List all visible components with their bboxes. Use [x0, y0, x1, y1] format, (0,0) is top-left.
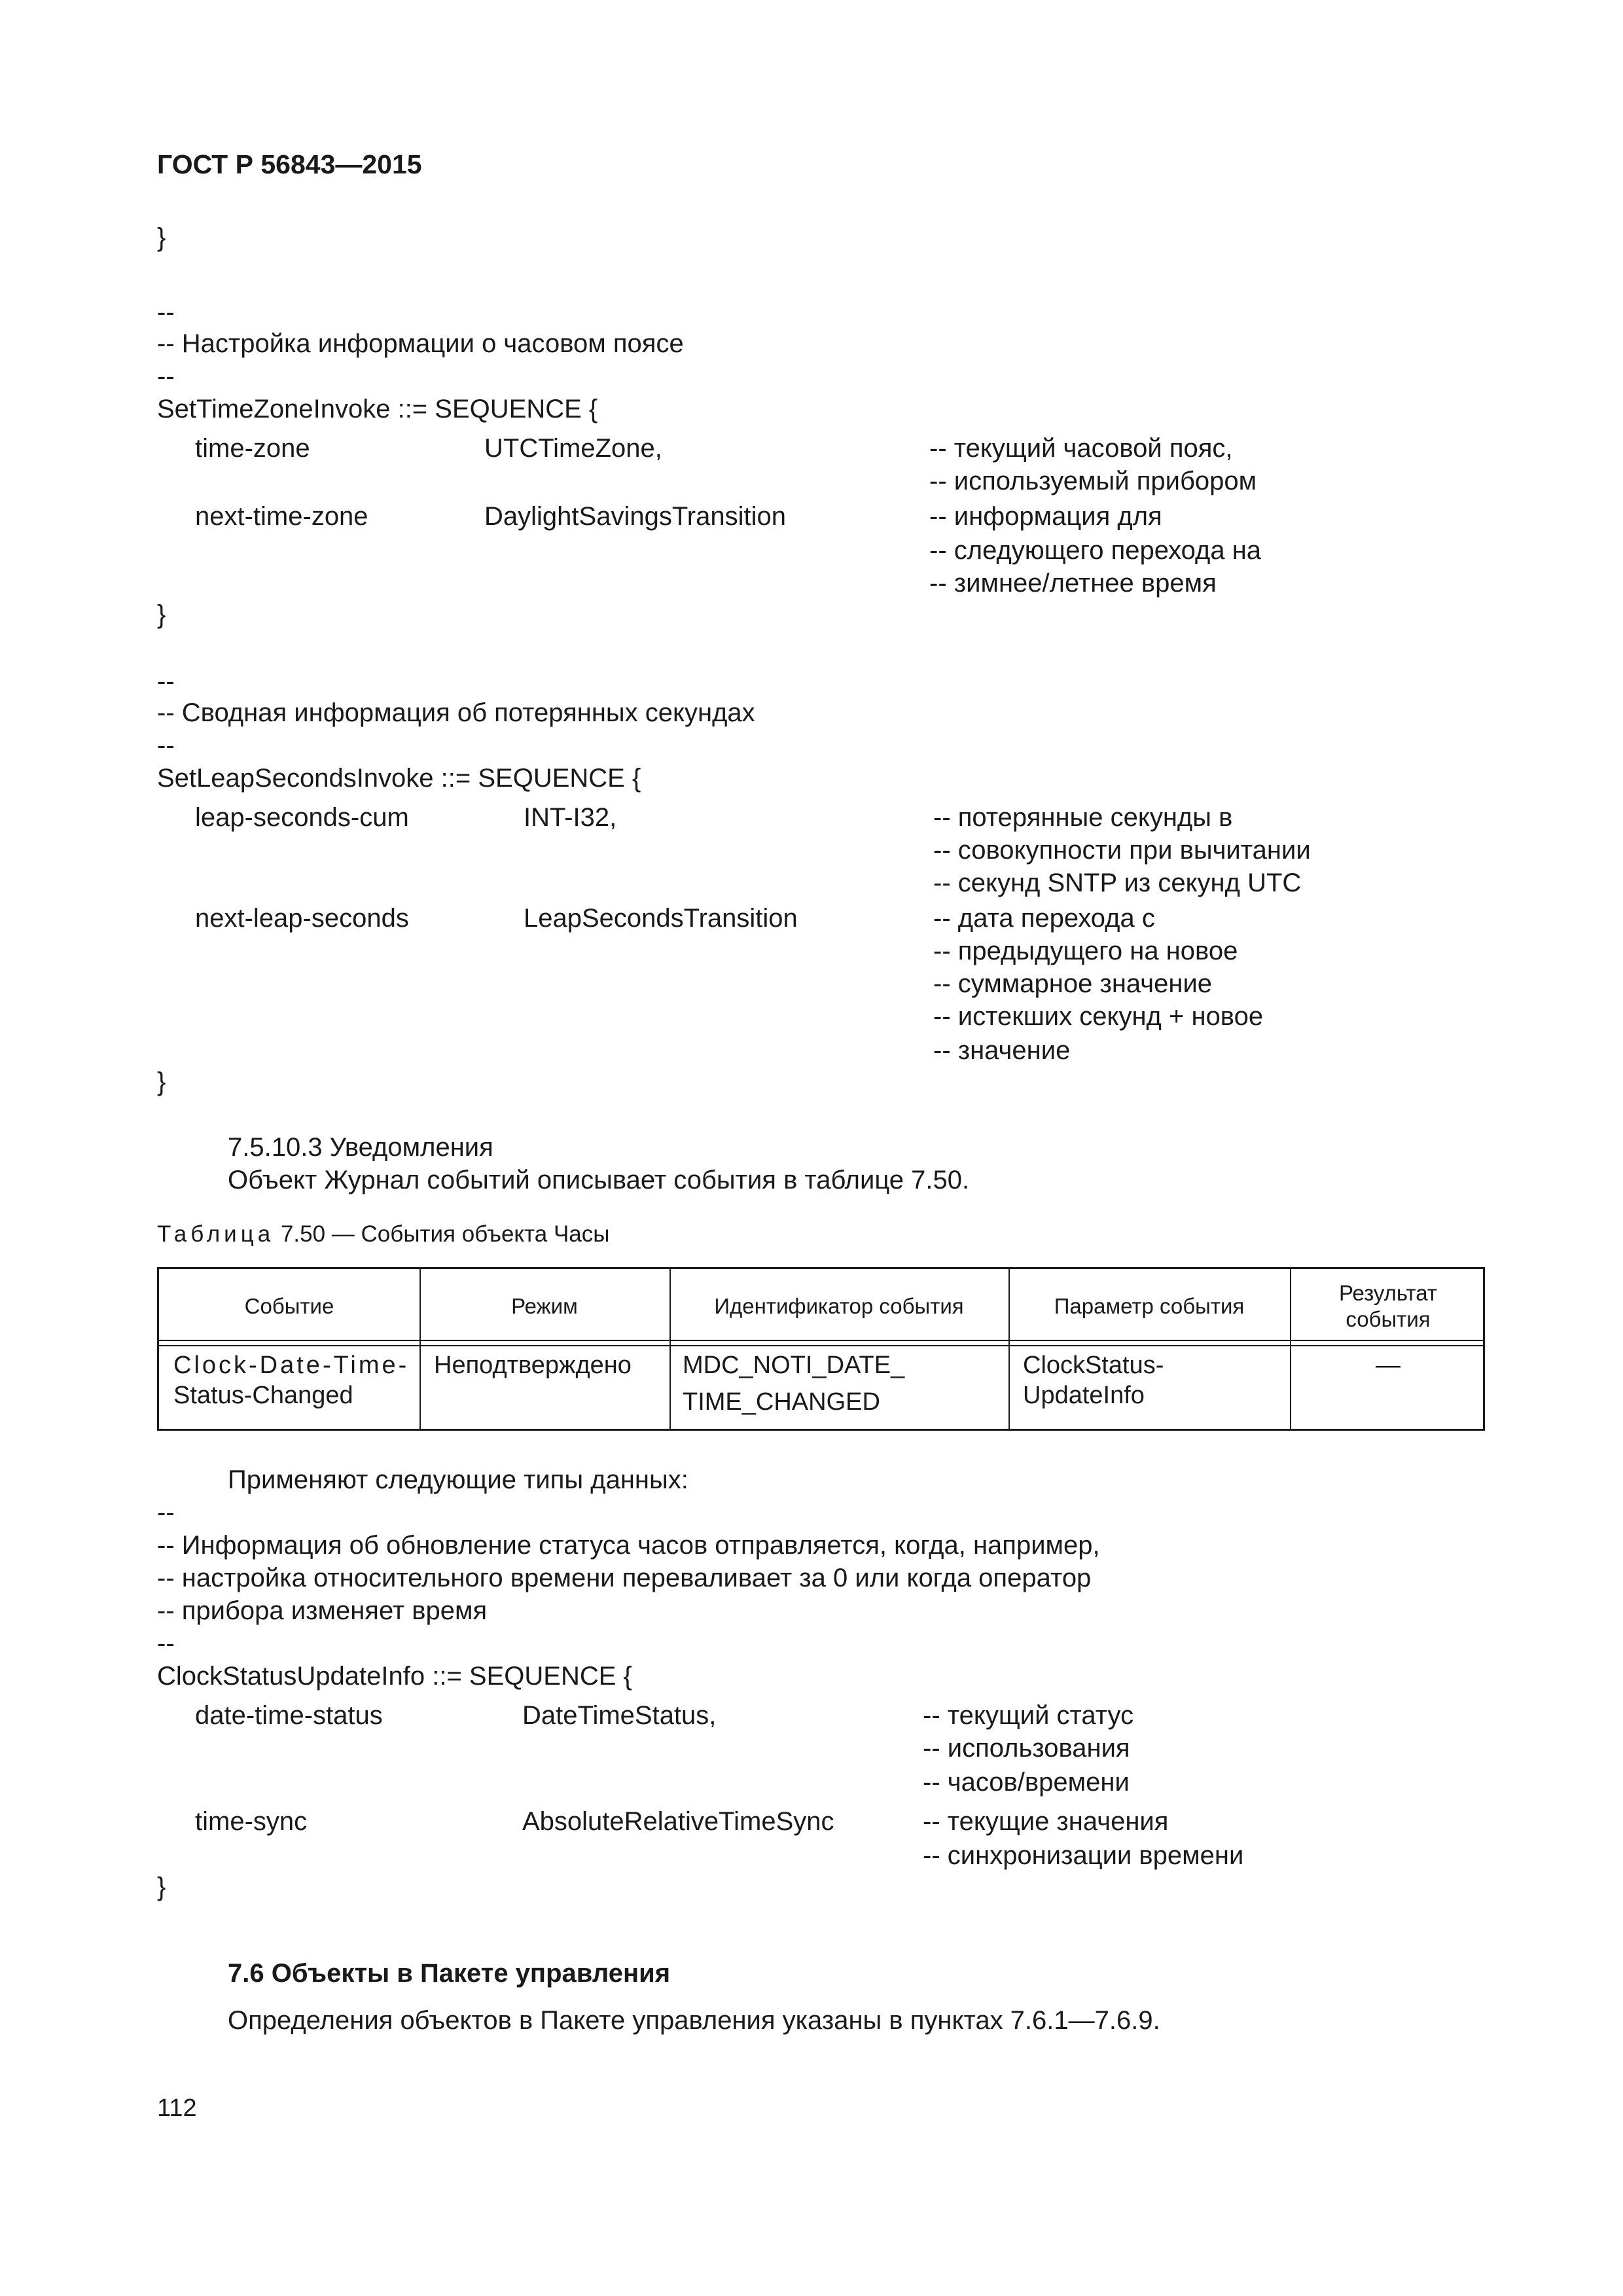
- cell-mode: Неподтверждено: [434, 1352, 632, 1379]
- field-comment: -- суммарное значение: [933, 969, 1213, 998]
- code-line: SetTimeZoneInvoke ::= SEQUENCE {: [157, 395, 598, 423]
- column-header-event-id: Идентификатор события: [714, 1294, 964, 1318]
- cell-parameter-line2: UpdateInfo: [1023, 1382, 1145, 1409]
- table-caption-label: Таблица: [157, 1221, 275, 1247]
- field-name: leap-seconds-cum: [195, 803, 409, 832]
- column-header-mode: Режим: [511, 1294, 578, 1318]
- field-comment: -- совокупности при вычитании: [933, 836, 1311, 865]
- field-comment: -- истекших секунд + новое: [933, 1002, 1264, 1031]
- code-line: }: [157, 600, 166, 629]
- field-comment: -- дата перехода с: [933, 904, 1155, 933]
- code-line: ClockStatusUpdateInfo ::= SEQUENCE {: [157, 1662, 632, 1691]
- section-heading: 7.5.10.3 Уведомления: [228, 1133, 493, 1162]
- section-text: Определения объектов в Пакете управления указаны в пунктах 7.6.1—7.6.9.: [228, 2006, 1160, 2035]
- cell-event-id-line2: TIME_CHANGED: [683, 1388, 880, 1416]
- code-comment: -- Сводная информация об потерянных секундах: [157, 698, 755, 727]
- field-comment: -- текущие значения: [923, 1807, 1169, 1836]
- field-type: INT-I32,: [524, 803, 617, 832]
- code-line: }: [157, 223, 166, 252]
- field-name: next-time-zone: [195, 502, 368, 531]
- column-header-event: Событие: [244, 1294, 334, 1318]
- field-comment: -- использования: [923, 1734, 1130, 1763]
- field-type: DateTimeStatus,: [522, 1701, 717, 1730]
- code-line: --: [157, 731, 175, 760]
- column-header-event-parameter: Параметр события: [1054, 1294, 1245, 1318]
- field-comment: -- синхронизации времени: [923, 1841, 1244, 1870]
- events-table: [157, 1267, 1485, 1431]
- code-comment: -- прибора изменяет время: [157, 1596, 488, 1625]
- field-comment: -- текущий часовой пояс,: [929, 434, 1233, 463]
- code-line: --: [157, 362, 175, 391]
- field-name: time-sync: [195, 1807, 308, 1836]
- types-intro: Применяют следующие типы данных:: [228, 1465, 688, 1494]
- code-comment: -- настройка относительного времени переваливает за 0 или когда оператор: [157, 1564, 1092, 1592]
- cell-event-line2: Status-Changed: [173, 1382, 353, 1409]
- field-type: DaylightSavingsTransition: [484, 502, 786, 531]
- code-line: }: [157, 1873, 166, 1901]
- column-header-event-result: Результат события: [1338, 1281, 1438, 1331]
- code-line: --: [157, 298, 175, 327]
- field-comment: -- часов/времени: [923, 1768, 1130, 1797]
- field-name: time-zone: [195, 434, 310, 463]
- section-heading: 7.6 Объекты в Пакете управления: [228, 1959, 671, 1988]
- cell-parameter-line1: ClockStatus-: [1023, 1352, 1164, 1379]
- field-type: UTCTimeZone,: [484, 434, 662, 463]
- field-comment: -- зимнее/летнее время: [929, 569, 1217, 598]
- code-line: SetLeapSecondsInvoke ::= SEQUENCE {: [157, 764, 641, 793]
- field-comment: -- секунд SNTP из секунд UTC: [933, 869, 1302, 897]
- code-line: --: [157, 1498, 175, 1527]
- field-comment: -- используемый прибором: [929, 467, 1257, 495]
- field-type: LeapSecondsTransition: [524, 904, 798, 933]
- standard-designation: ГОСТ Р 56843—2015: [157, 149, 422, 179]
- code-line: --: [157, 667, 175, 696]
- header-rule: [159, 1345, 1483, 1346]
- code-line: }: [157, 1067, 166, 1096]
- field-name: next-leap-seconds: [195, 904, 409, 933]
- cell-event-id-line1: MDC_NOTI_DATE_: [683, 1352, 905, 1379]
- section-text: Объект Журнал событий описывает события в таблице 7.50.: [228, 1166, 970, 1194]
- field-comment: -- потерянные секунды в: [933, 803, 1233, 832]
- field-comment: -- текущий статус: [923, 1701, 1134, 1730]
- code-comment: -- Настройка информации о часовом поясе: [157, 329, 684, 358]
- field-name: date-time-status: [195, 1701, 383, 1730]
- field-comment: -- информация для: [929, 502, 1162, 531]
- cell-result: —: [1376, 1352, 1400, 1379]
- field-comment: -- значение: [933, 1036, 1071, 1065]
- code-line: --: [157, 1629, 175, 1658]
- cell-event-line1: Clock-Date-Time-: [173, 1352, 410, 1379]
- table-caption-title: 7.50 — События объекта Часы: [274, 1221, 610, 1247]
- field-type: AbsoluteRelativeTimeSync: [522, 1807, 834, 1836]
- page-number: 112: [157, 2094, 197, 2122]
- field-comment: -- следующего перехода на: [929, 536, 1262, 565]
- table-caption: [157, 1221, 609, 1247]
- code-comment: -- Информация об обновление статуса часов отправляется, когда, например,: [157, 1531, 1100, 1560]
- field-comment: -- предыдущего на новое: [933, 937, 1238, 965]
